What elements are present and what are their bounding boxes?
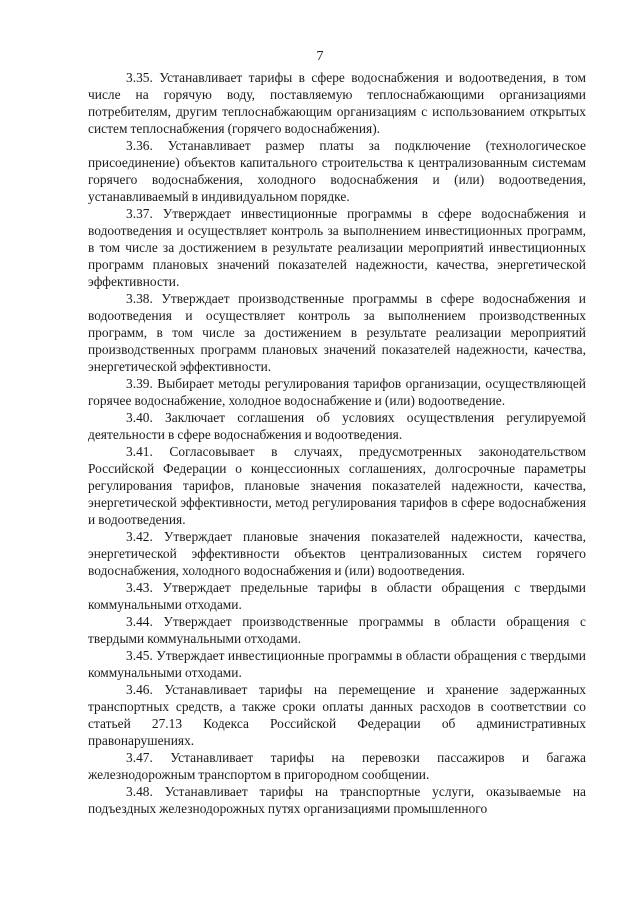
clause-3-45: 3.45. Утверждает инвестиционные программы в области обращения с твердыми коммунальными отходами. — [88, 648, 586, 680]
clause-3-42: 3.42. Утверждает плановые значения показателей надежности, качества, энергетической эффективности объектов централизованных систем горячего водоснабжения, холодного водоснабжения и (или) водоотведения. — [88, 529, 586, 578]
clause-3-37: 3.37. Утверждает инвестиционные программы в сфере водоснабжения и водоотведения и осуществляет контроль за выполнением инвестиционных программ, в том числе за достижением в результате реализации мероприятий инвестиционных программ плановых значений показателей надежности, качества, энергетической эффективности. — [88, 206, 586, 289]
clause-3-36: 3.36. Устанавливает размер платы за подключение (технологическое присоединение) объектов капитального строительства к централизованным системам горячего водоснабжения, холодного водоснабжения и (или) водоотведения, устанавливаемый в индивидуальном порядке. — [88, 138, 586, 204]
clause-3-47: 3.47. Устанавливает тарифы на перевозки пассажиров и багажа железнодорожным транспортом в пригородном сообщении. — [88, 750, 586, 782]
clause-3-35: 3.35. Устанавливает тарифы в сфере водоснабжения и водоотведения, в том числе на горячую воду, поставляемую теплоснабжающими организациями потребителям, другим теплоснабжающим организациям с использованием открытых систем теплоснабжения (горячего водоснабжения). — [88, 70, 586, 136]
clause-3-43: 3.43. Утверждает предельные тарифы в области обращения с твердыми коммунальными отходами. — [88, 580, 586, 612]
clause-3-44: 3.44. Утверждает производственные программы в области обращения с твердыми коммунальными отходами. — [88, 614, 586, 646]
clause-3-40: 3.40. Заключает соглашения об условиях осуществления регулируемой деятельности в сфере водоснабжения и водоотведения. — [88, 410, 586, 442]
clause-3-41: 3.41. Согласовывает в случаях, предусмотренных законодательством Российской Федерации о концессионных соглашениях, долгосрочные параметры регулирования тарифов, плановые значения показателей надежности, качества, энергетической эффективности, метод регулирования тарифов в сфере водоснабжения и водоотведения. — [88, 444, 586, 527]
clause-3-38: 3.38. Утверждает производственные программы в сфере водоснабжения и водоотведения и осуществляет контроль за выполнением производственных программ, в том числе за достижением в результате реализации мероприятий производственных программ плановых значений показателей надежности, качества, энергетической эффективности. — [88, 291, 586, 374]
clause-3-48: 3.48. Устанавливает тарифы на транспортные услуги, оказываемые на подъездных железнодорожных путях организациями промышленного — [88, 784, 586, 816]
document-body — [88, 69, 586, 817]
clause-3-39: 3.39. Выбирает методы регулирования тарифов организации, осуществляющей горячее водоснабжение, холодное водоснабжение и (или) водоотведение. — [88, 376, 586, 408]
clause-3-46: 3.46. Устанавливает тарифы на перемещение и хранение задержанных транспортных средств, а также сроки оплаты данных расходов в соответствии со статьей 27.13 Кодекса Российской Федерации об административных правонарушениях. — [88, 682, 586, 748]
page-number: 7 — [316, 49, 324, 64]
